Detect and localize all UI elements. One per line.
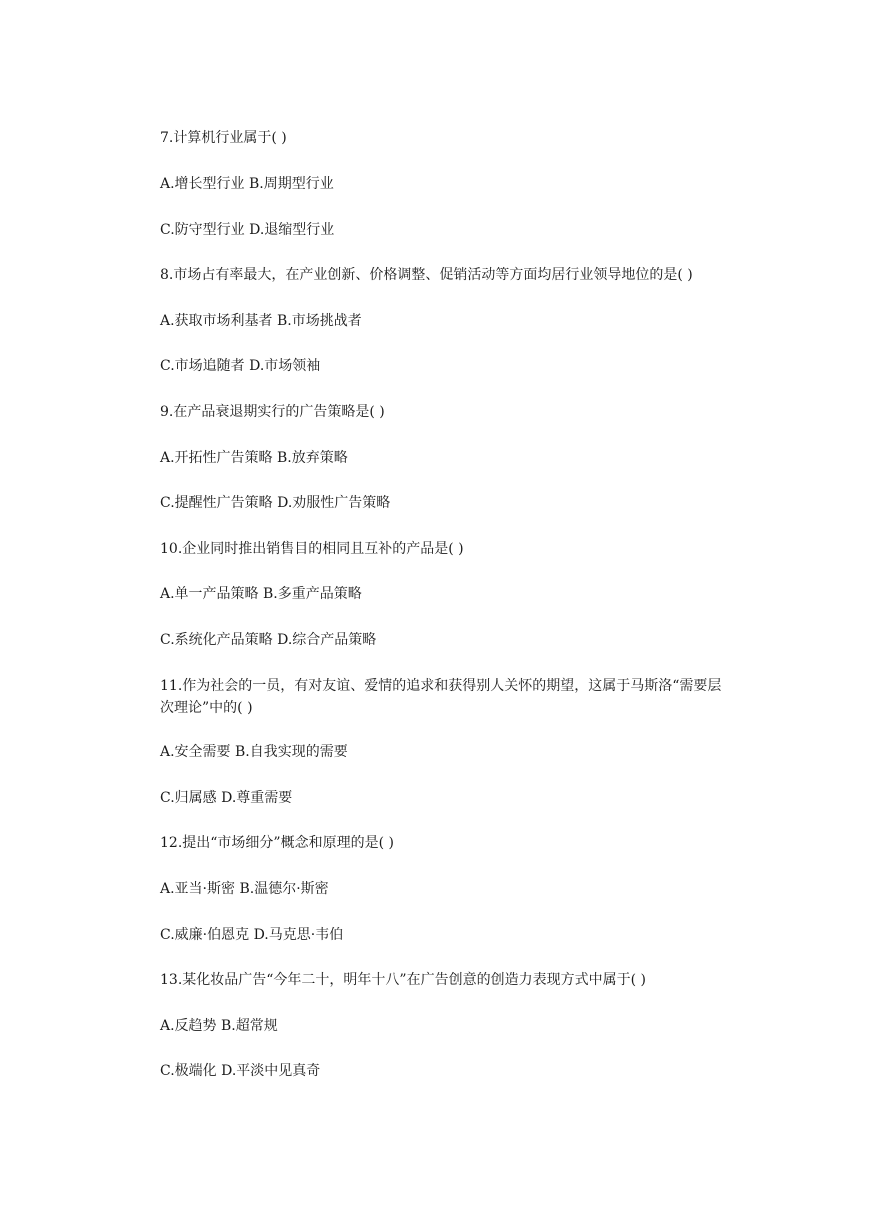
question-12-options-ab: A.亚当·斯密 B.温德尔·斯密 [160, 881, 329, 897]
question-10-stem: 10.企业同时推出销售目的相同且互补的产品是( ) [160, 541, 464, 557]
question-12-stem: 12.提出“市场细分”概念和原理的是( ) [160, 835, 394, 851]
question-13-options-ab: A.反趋势 B.超常规 [160, 1018, 278, 1034]
question-11-options-cd: C.归属感 D.尊重需要 [160, 790, 293, 806]
question-12-options-cd: C.威廉·伯恩克 D.马克思·韦伯 [160, 927, 344, 943]
question-10-options-ab: A.单一产品策略 B.多重产品策略 [160, 586, 362, 602]
question-8-options-cd: C.市场追随者 D.市场领袖 [160, 358, 321, 374]
question-7-options-cd: C.防守型行业 D.退缩型行业 [160, 222, 335, 238]
question-8-options-ab: A.获取市场利基者 B.市场挑战者 [160, 313, 362, 329]
question-9-options-ab: A.开拓性广告策略 B.放弃策略 [160, 450, 348, 466]
question-13-stem: 13.某化妆品广告“今年二十，明年十八”在广告创意的创造力表现方式中属于( ) [160, 972, 646, 988]
question-11-stem: 11.作为社会的一员，有对友谊、爱情的追求和获得别人关怀的期望，这属于马斯洛“需要层次理论”中的( ) [160, 678, 722, 716]
question-7-stem: 7.计算机行业属于( ) [160, 130, 287, 146]
question-7-options-ab: A.增长型行业 B.周期型行业 [160, 176, 334, 192]
question-13-options-cd: C.极端化 D.平淡中见真奇 [160, 1063, 321, 1079]
question-8-stem: 8.市场占有率最大，在产业创新、价格调整、促销活动等方面均居行业领导地位的是( ) [160, 267, 693, 283]
question-10-options-cd: C.系统化产品策略 D.综合产品策略 [160, 632, 377, 648]
question-9-stem: 9.在产品衰退期实行的广告策略是( ) [160, 404, 385, 420]
question-11-options-ab: A.安全需要 B.自我实现的需要 [160, 744, 348, 760]
question-9-options-cd: C.提醒性广告策略 D.劝服性广告策略 [160, 495, 391, 511]
